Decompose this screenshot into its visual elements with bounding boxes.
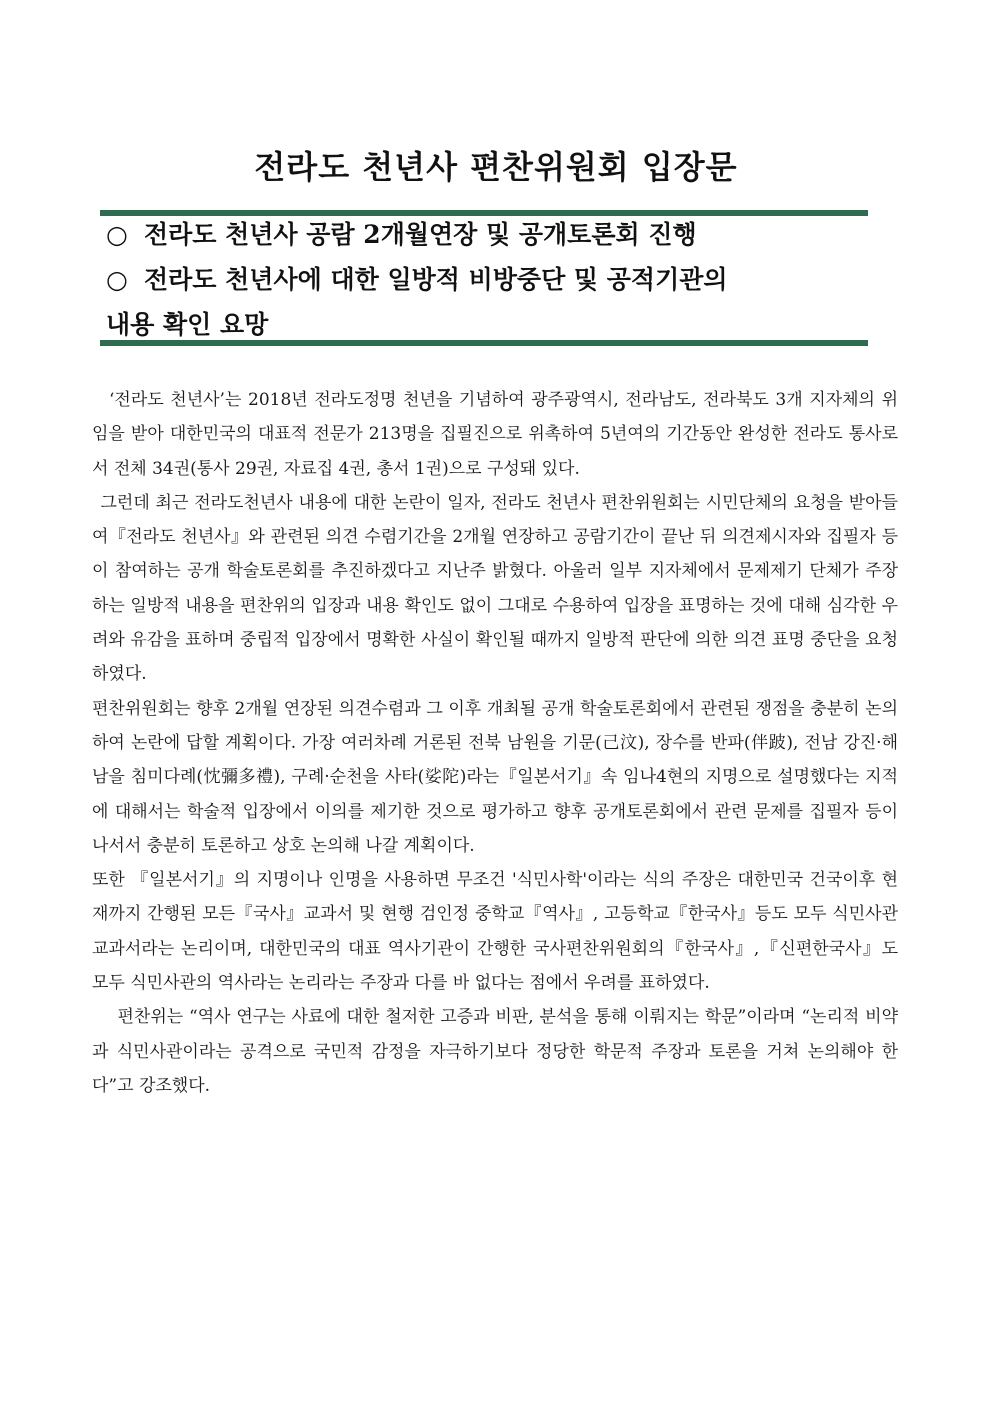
summary-text: 내용 확인 요망 <box>106 310 269 339</box>
summary-box <box>106 212 886 347</box>
bottom-green-rule <box>100 340 868 346</box>
summary-text: 전라도 천년사 공람 2개월연장 및 공개토론회 진행 <box>144 220 697 249</box>
circle-bullet-icon: ○ <box>106 265 128 294</box>
body-text <box>92 383 898 1103</box>
body-paragraph: 편찬위는 “역사 연구는 사료에 대한 철저한 고증과 비판, 분석을 통해 이뤄지는 학문”이라며 “논리적 비약과 식민사관이라는 공격으로 국민적 감정을 자극하기보다 정당한 학문적 주장과 토론을 거쳐 논의해야 한다”고 강조했다. <box>92 1007 898 1096</box>
summary-line <box>106 212 886 257</box>
body-paragraph: 그런데 최근 전라도천년사 내용에 대한 논란이 일자, 전라도 천년사 편찬위원회는 시민단체의 요청을 받아들여『전라도 천년사』와 관련된 의견 수렴기간을 2개월 연장하고 공람기간이 끝난 뒤 의견제시자와 집필자 등이 참여하는 공개 학술토론회를 추진하겠다고 지난주 밝혔다. 아울러 일부 지자체에서 문제제기 단체가 주장하는 일방적 내용을 편찬위의 입장과 내용 확인도 없이 그대로 수용하여 입장을 표명하는 것에 대해 심각한 우려와 유감을 표하며 중립적 입장에서 명확한 사실이 확인될 때까지 일방적 판단에 의한 의견 표명 중단을 요청하였다. <box>92 492 898 685</box>
summary-text: 전라도 천년사에 대한 일방적 비방중단 및 공적기관의 <box>144 265 728 294</box>
body-paragraph: 또한 『일본서기』의 지명이나 인명을 사용하면 무조건 '식민사학'이라는 식의 주장은 대한민국 건국이후 현재까지 간행된 모든『국사』교과서 및 현행 검인정 중학교『역사』, 고등학교『한국사』등도 모두 식민사관 교과서라는 논리이며, 대한민국의 대표 역사기관이 간행한 국사편찬위원회의『한국사』,『신편한국사』도 모두 식민사관의 역사라는 논리라는 주장과 다를 바 없다는 점에서 우려를 표하였다. <box>92 870 898 994</box>
body-paragraph: 편찬위원회는 향후 2개월 연장된 의견수렴과 그 이후 개최될 공개 학술토론회에서 관련된 쟁점을 충분히 논의하여 논란에 답할 계획이다. 가장 여러차례 거론된 전북 남원을 기문(己汶), 장수를 반파(伴跛), 전남 강진·해남을 침미다례(忱彌多禮), 구례·순천을 사타(娑陀)라는『일본서기』속 임나4현의 지명으로 설명했다는 지적에 대해서는 학술적 입장에서 이의를 제기한 것으로 평가하고 향후 공개토론회에서 관련 문제를 집필자 등이 나서서 충분히 토론하고 상호 논의해 나갈 계획이다. <box>92 698 898 856</box>
document-title: 전라도 천년사 편찬위원회 입장문 <box>254 148 738 186</box>
body-paragraph: ‘전라도 천년사’는 2018년 전라도정명 천년을 기념하여 광주광역시, 전라남도, 전라북도 3개 지자체의 위임을 받아 대한민국의 대표적 전문가 213명을 집필진으로 위촉하여 5년여의 기간동안 완성한 전라도 통사로서 전체 34권(통사 29권, 자료집 4권, 총서 1권)으로 구성돼 있다. <box>92 390 898 479</box>
summary-line <box>106 257 886 302</box>
circle-bullet-icon: ○ <box>106 220 128 249</box>
